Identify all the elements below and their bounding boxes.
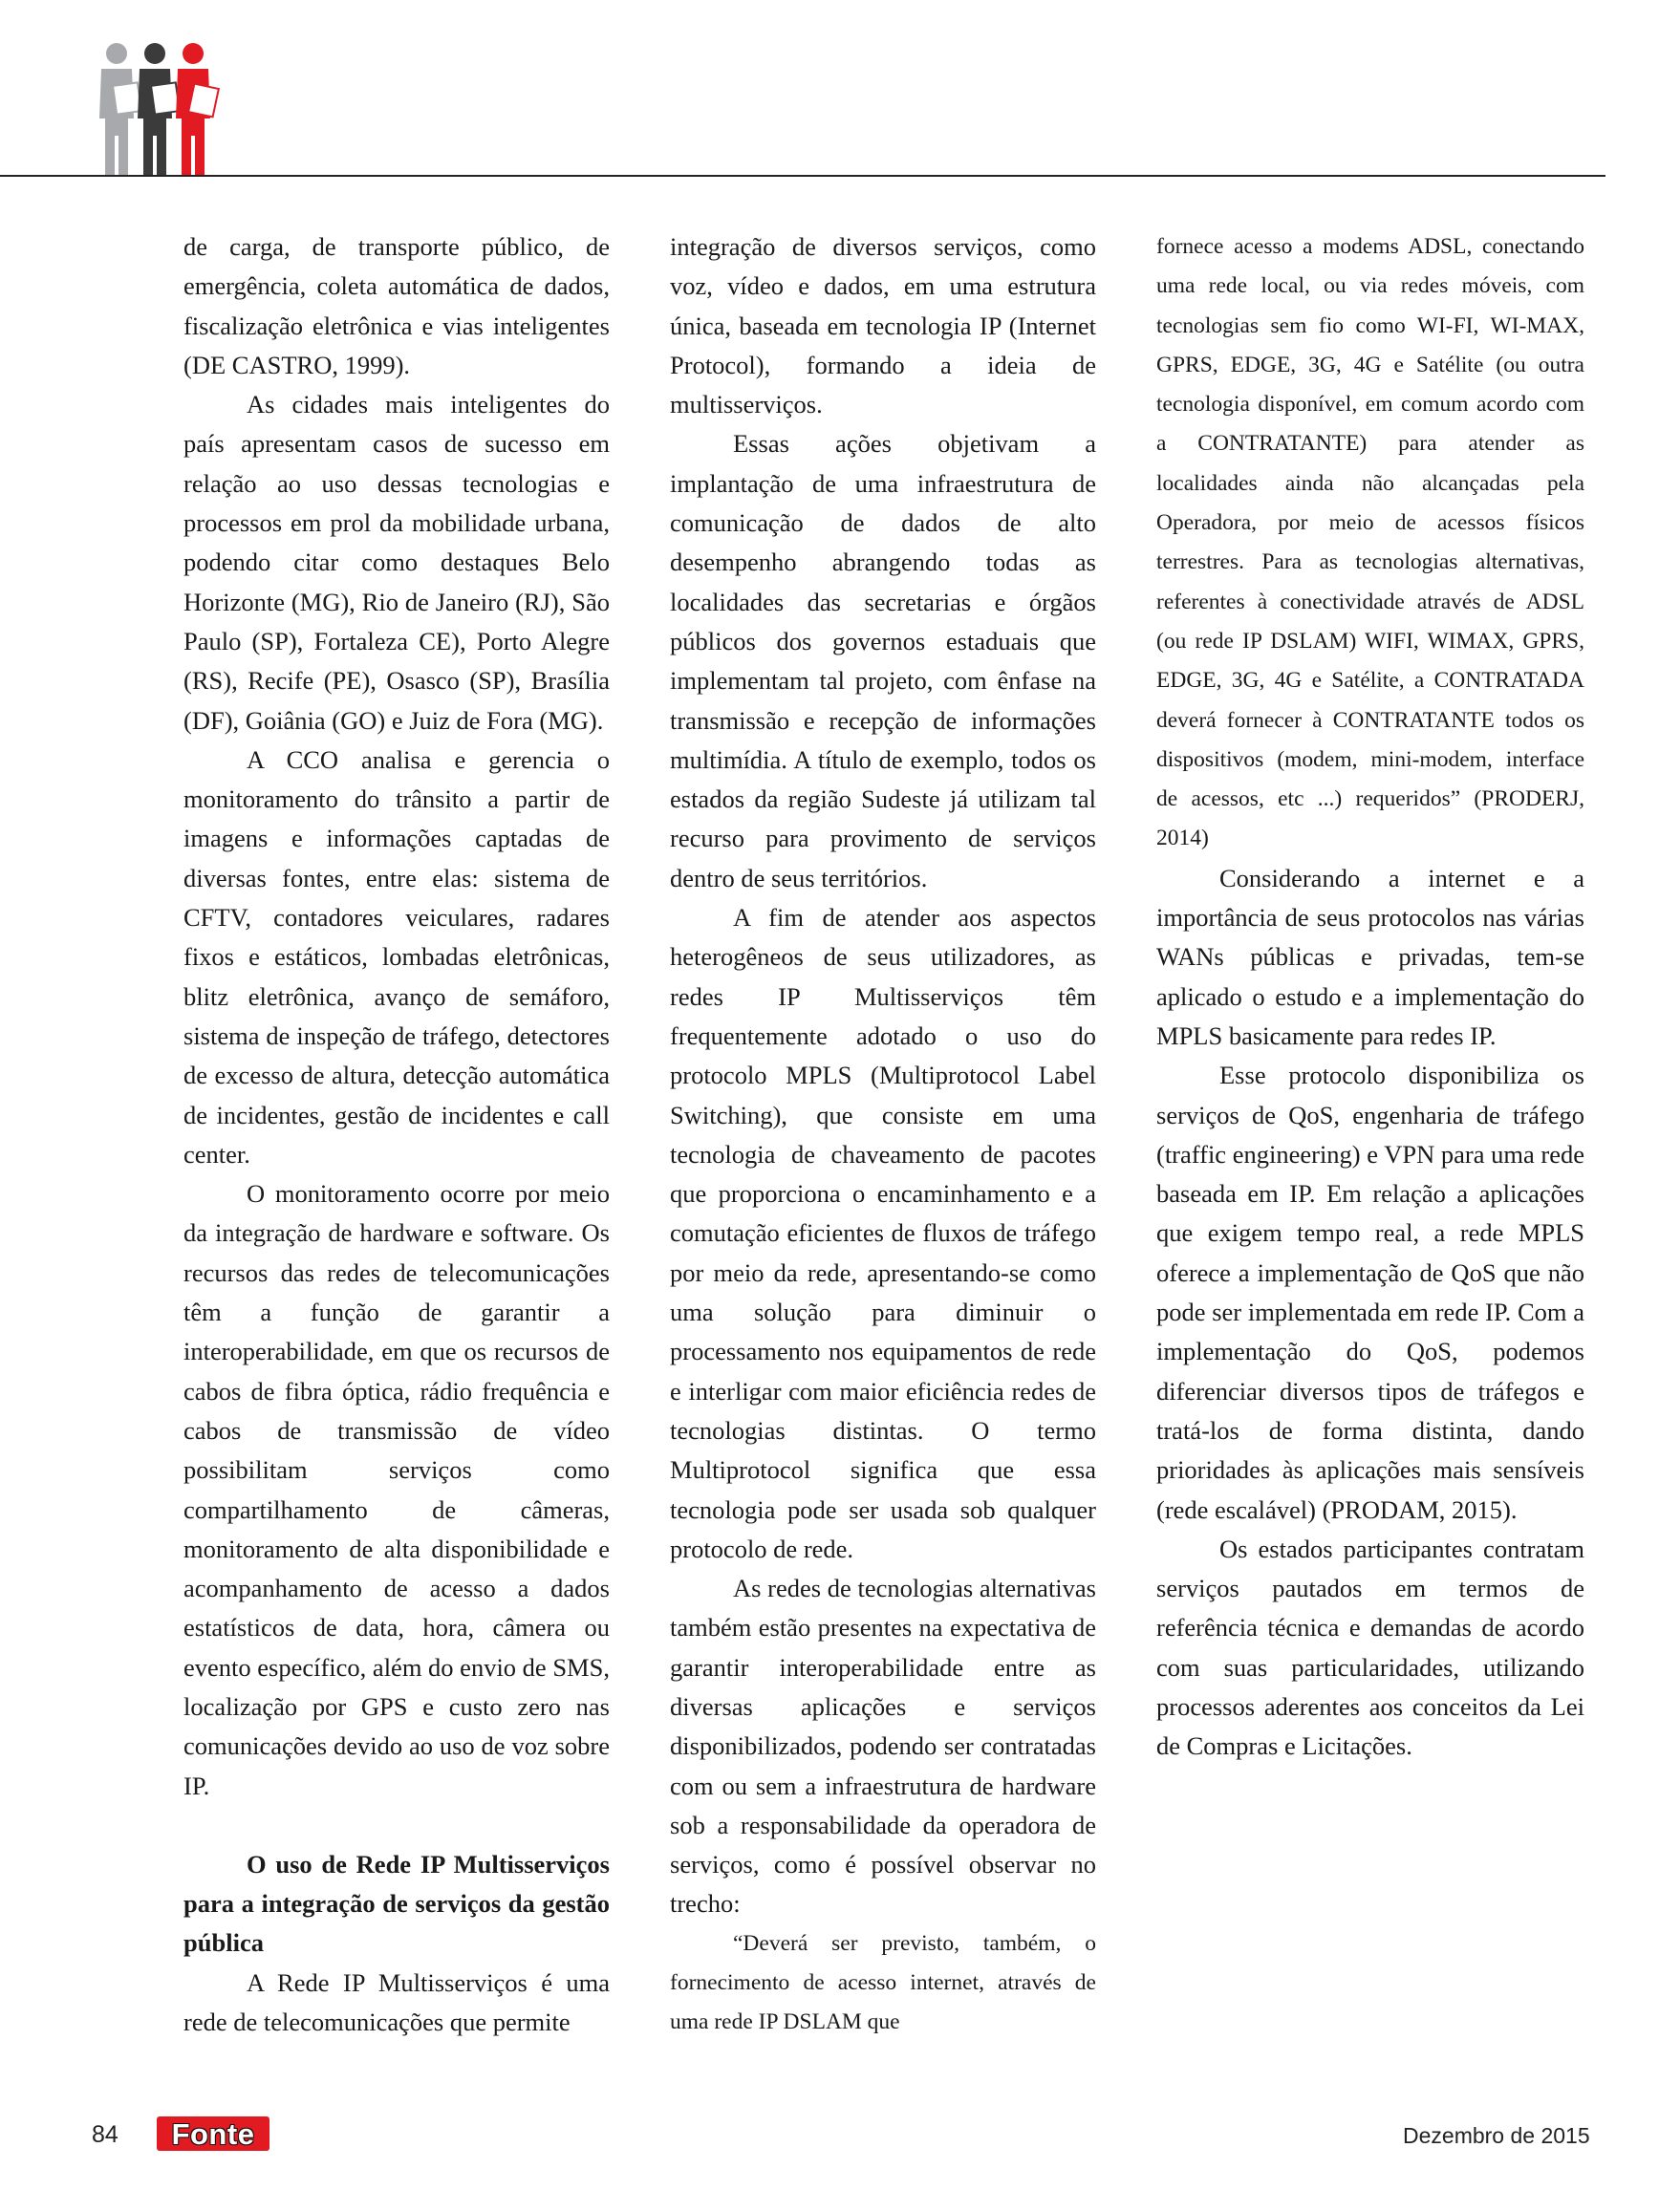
header-rule	[0, 175, 1605, 177]
paragraph: O monitoramento ocorre por meio da integração de hardware e software. Os recursos das redes de telecomunicações têm a função de garantir a interoperabilidade, em que os recursos de cabos de fibra óptica, rádio frequência e cabos de transmissão de vídeo possibilitam serviços como compartilhamento de câmeras, monitoramento de alta disponibilidade e acompanhamento de acesso a dados estatísticos de data, hora, câmera ou evento específico, além do envio de SMS, localização por GPS e custo zero nas comunicações devido ao uso de voz sobre IP.	[183, 1179, 610, 1800]
paragraph: de carga, de transporte público, de emergência, coleta automática de dados, fiscalização eletrônica e vias inteligentes (DE CASTRO, 1999).	[183, 232, 610, 379]
paragraph: A Rede IP Multisserviços é uma rede de telecomunicações que permite	[183, 1967, 610, 2037]
paragraph: Considerando a internet e a importância de seus protocolos nas várias WANs públicas e privadas, tem-se aplicado o estudo e a implementação do MPLS basicamente para redes IP.	[1156, 863, 1584, 1050]
block-quote: fornece acesso a modems ADSL, conectando uma rede local, ou via redes móveis, com tecnologias sem fio como WI-FI, WI-MAX, GPRS, EDGE, 3G, 4G e Satélite (ou outra tecnologia disponível, em comum acordo com a CONTRATANTE) para atender as localidades ainda não alcançadas pela Operadora, por meio de acessos físicos terrestres. Para as tecnologias alternativas, referentes à conectividade através de ADSL (ou rede IP DSLAM) WIFI, WIMAX, GPRS, EDGE, 3G, 4G e Satélite, a CONTRATADA deverá fornecer à CONTRATANTE todos os dispositivos (modem, mini-modem, interface de acessos, etc ...) requeridos” (PRODERJ, 2014)	[1156, 234, 1584, 851]
brand-name: Fonte	[171, 2116, 255, 2151]
column-3	[1156, 227, 1584, 1767]
brand-logo	[157, 2116, 269, 2151]
paragraph: integração de diversos serviços, como voz, vídeo e dados, em uma estrutura única, baseada em tecnologia IP (Internet Protocol), formando a ideia de multisserviços.	[670, 232, 1096, 419]
block-quote: “Deverá ser previsto, também, o fornecimento de acesso internet, através de uma rede IP DSLAM que	[670, 1930, 1096, 2035]
page-number: 84	[92, 2121, 118, 2148]
paragraph: Os estados participantes contratam serviços pautados em termos de referência técnica e demandas de acordo com suas particularidades, utilizando processos aderentes aos conceitos da Lei de Compras e Licitações.	[1156, 1534, 1584, 1761]
paragraph: Esse protocolo disponibiliza os serviços de QoS, engenharia de tráfego (traffic engineering) e VPN para uma rede baseada em IP. Em relação a aplicações que exigem tempo real, a rede MPLS oferece a implementação de QoS que não pode ser implementada em rede IP. Com a implementação do QoS, podemos diferenciar diversos tipos de tráfegos e tratá-los de forma distinta, dando prioridades às aplicações mais sensíveis (rede escalável) (PRODAM, 2015).	[1156, 1061, 1584, 1524]
column-1	[183, 227, 610, 2042]
paragraph: As redes de tecnologias alternativas também estão presentes na expectativa de garantir interoperabilidade entre as diversas aplicações e serviços disponibilizados, podendo ser contratadas com ou sem a infraestrutura de hardware sob a responsabilidade da operadora de serviços, como é possível observar no trecho:	[670, 1574, 1096, 1919]
issue-date: Dezembro de 2015	[1403, 2123, 1590, 2148]
people-silhouettes-icon	[96, 42, 239, 176]
section-heading: O uso de Rede IP Multisserviços para a integração de serviços da gestão pública	[183, 1849, 610, 1958]
column-2	[670, 227, 1096, 2043]
paragraph: A CCO analisa e gerencia o monitoramento do trânsito a partir de imagens e informações captadas de diversas fontes, entre elas: sistema de CFTV, contadores veiculares, radares fixos e estáticos, lombadas eletrônicas, blitz eletrônica, avanço de semáforo, sistema de inspeção de tráfego, detectores de excesso de altura, detecção automática de incidentes, gestão de incidentes e call center.	[183, 744, 610, 1169]
paragraph: As cidades mais inteligentes do país apresentam casos de sucesso em relação ao uso dessas tecnologias e processos em prol da mobilidade urbana, podendo citar como destaques Belo Horizonte (MG), Rio de Janeiro (RJ), São Paulo (SP), Fortaleza CE), Porto Alegre (RS), Recife (PE), Osasco (SP), Brasília (DF), Goiânia (GO) e Juiz de Fora (MG).	[183, 390, 610, 735]
paragraph: Essas ações objetivam a implantação de uma infraestrutura de comunicação de dados de alto desempenho abrangendo todas as localidades das secretarias e órgãos públicos dos governos estaduais que implementam tal projeto, com ênfase na transmissão e recepção de informações multimídia. A título de exemplo, todos os estados da região Sudeste já utilizam tal recurso para provimento de serviços dentro de seus territórios.	[670, 429, 1096, 892]
paragraph: A fim de atender aos aspectos heterogêneos de seus utilizadores, as redes IP Multisserviços têm frequentemente adotado o uso do protocolo MPLS (Multiprotocol Label Switching), que consiste em uma tecnologia de chaveamento de pacotes que proporciona o encaminhamento e a comutação eficientes de fluxos de tráfego por meio da rede, apresentando-se como uma solução para diminuir o processamento nos equipamentos de rede e interligar com maior eficiência redes de tecnologias distintas. O termo Multiprotocol significa que essa tecnologia pode ser usada sob qualquer protocolo de rede.	[670, 903, 1096, 1563]
